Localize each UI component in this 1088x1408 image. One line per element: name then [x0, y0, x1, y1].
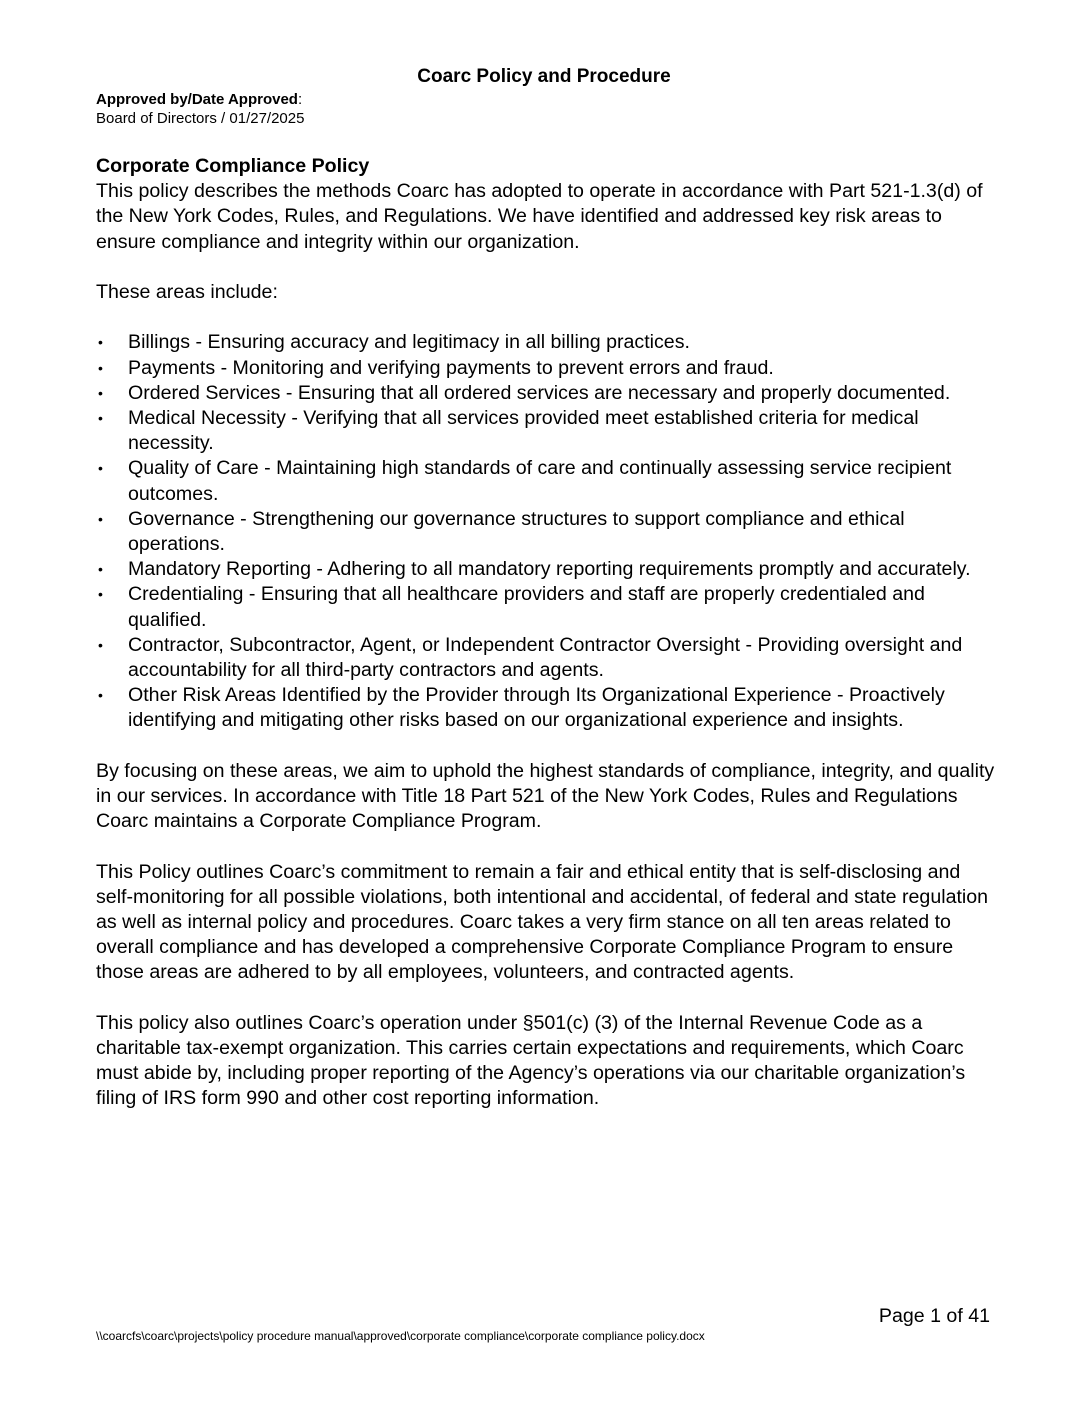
list-item: [96, 406, 1001, 456]
bullet-icon: •: [98, 687, 103, 704]
list-item: [96, 356, 1001, 381]
risk-areas-list: [96, 330, 1001, 733]
bullet-icon: •: [98, 510, 103, 527]
document-body: [96, 154, 1001, 1137]
approved-label: Approved by/Date Approved: [96, 91, 298, 108]
list-item: [96, 456, 1001, 506]
bullet-icon: •: [98, 410, 103, 426]
commitment-paragraph: This Policy outlines Coarc’s commitment to remain a fair and ethical entity that is self-disclosing and self-monitoring for all possible violations, both intentional and accidental, of federal and state regulation as well as internal policy and procedures. Coarc takes a very firm stance on all ten areas related to overall compliance and has developed a comprehensive Corporate Compliance Program to ensure those areas are adhered to by all employees, volunteers, and contracted agents.: [96, 860, 989, 984]
list-item-text: Governance - Strengthening our governance structures to support compliance and ethical operations.: [128, 507, 905, 556]
list-item-text: Other Risk Areas Identified by the Provider through Its Organizational Experience - Proactively identifying and mitigating other risks based on our organizational experience and insights.: [128, 684, 945, 732]
areas-intro: These areas include:: [96, 281, 278, 303]
list-item-text: Medical Necessity - Verifying that all services provided meet established criteria for medical necessity.: [128, 407, 919, 455]
tax-exempt-paragraph: This policy also outlines Coarc’s operation under §501(c) (3) of the Internal Revenue Code as a charitable tax-exempt organization. This carries certain expectations and requirements, which Coarc must abide by, including proper reporting of the Agency’s operations via our charitable organization’s filing of IRS form 990 and other cost reporting information.: [96, 1011, 966, 1110]
list-item: [96, 633, 1001, 683]
list-item-text: Quality of Care - Maintaining high standards of care and continually assessing service recipient outcomes.: [128, 457, 952, 505]
focus-paragraph: By focusing on these areas, we aim to uphold the highest standards of compliance, integrity, and quality in our services. In accordance with Title 18 Part 521 of the New York Codes, Rules and Regulations Coarc maintains a Corporate Compliance Program.: [96, 759, 995, 833]
file-path: \\coarcfs\coarc\projects\policy procedure manual\approved\corporate compliance\corporate compliance policy.docx: [96, 1329, 705, 1343]
list-item-text: Contractor, Subcontractor, Agent, or Independent Contractor Oversight - Providing oversight and accountability for all third-party contractors and agents.: [128, 633, 963, 682]
list-item: [96, 330, 1001, 355]
list-item: [96, 381, 1001, 406]
list-item-text: Mandatory Reporting - Adhering to all mandatory reporting requirements promptly and accurately.: [128, 558, 971, 581]
list-item: [96, 557, 1001, 582]
bullet-icon: •: [98, 460, 103, 477]
bullet-icon: •: [98, 561, 103, 578]
intro-paragraph: This policy describes the methods Coarc has adopted to operate in accordance with Part 521-1.3(d) of the New York Codes, Rules, and Regulations. We have identified and addressed key risk areas to ensure compliance and integrity within our organization.: [96, 180, 983, 253]
list-item-text: Payments - Monitoring and verifying payments to prevent errors and fraud.: [128, 356, 774, 379]
list-item: [96, 683, 1001, 733]
list-item: [96, 582, 1001, 632]
list-item: [96, 507, 1001, 557]
document-title: Coarc Policy and Procedure: [417, 66, 671, 87]
list-item-text: Credentialing - Ensuring that all healthcare providers and staff are properly credentialed and qualified.: [128, 583, 925, 631]
approval-block: [96, 90, 304, 128]
approved-colon: :: [297, 91, 303, 108]
bullet-icon: •: [98, 384, 103, 401]
list-item-text: Billings - Ensuring accuracy and legitimacy in all billing practices.: [128, 331, 690, 354]
list-item-text: Ordered Services - Ensuring that all ordered services are necessary and properly documented.: [128, 381, 951, 404]
bullet-icon: •: [98, 334, 103, 351]
bullet-icon: •: [98, 636, 103, 653]
page-number: Page 1 of 41: [878, 1305, 990, 1327]
bullet-icon: •: [98, 586, 103, 603]
approved-value: Board of Directors / 01/27/2025: [96, 110, 305, 127]
section-heading: Corporate Compliance Policy: [96, 155, 370, 177]
bullet-icon: •: [98, 359, 103, 376]
